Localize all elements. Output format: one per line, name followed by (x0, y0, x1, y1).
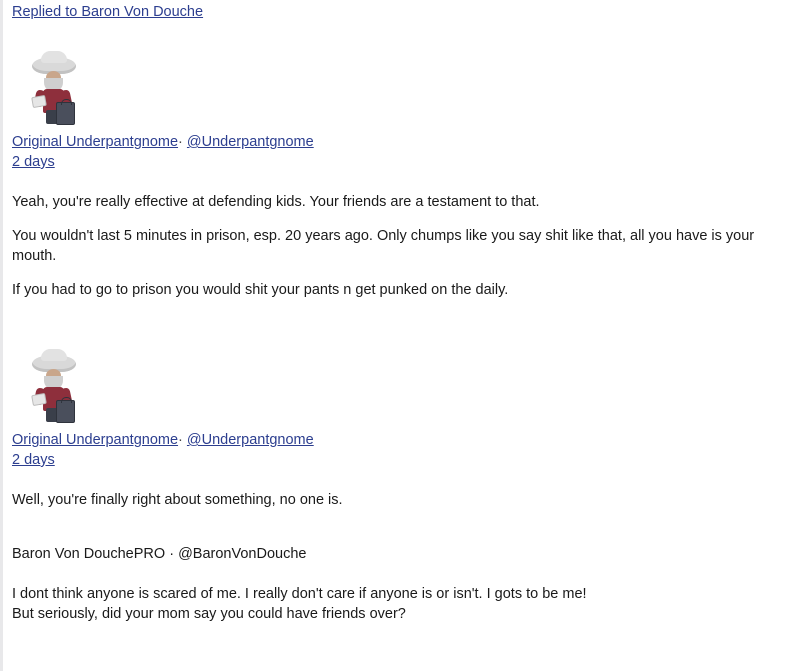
post-item (12, 56, 797, 300)
spacer (12, 172, 797, 192)
replied-to-link[interactable]: Replied to Baron Von Douche (12, 4, 204, 20)
post-paragraph: If you had to go to prison you would shit your pants n get punked on the daily. (12, 282, 509, 298)
spacer (12, 564, 797, 584)
spacer (12, 334, 797, 354)
author-handle-link[interactable]: @Underpantgnome (186, 134, 314, 150)
quoted-post (12, 544, 797, 624)
quoted-post-byline (12, 544, 797, 564)
post-paragraph: Yeah, you're really effective at defending kids. Your friends are a testament to that. (12, 194, 540, 210)
post-body (12, 192, 797, 300)
author-handle-link[interactable]: @Underpantgnome (186, 432, 314, 448)
quoted-author-handle: @BaronVonDouche (178, 546, 307, 562)
gnome-avatar-icon[interactable] (26, 56, 82, 128)
timestamp-link[interactable]: 2 days (12, 452, 55, 468)
reply-context (12, 0, 797, 22)
timestamp-link[interactable]: 2 days (12, 154, 55, 170)
spacer (12, 470, 797, 490)
quoted-paragraph: I dont think anyone is scared of me. I really don't care if anyone is or isn't. I gots to be me! (12, 586, 587, 602)
gnome-avatar-icon[interactable] (26, 354, 82, 426)
quoted-post-body (12, 584, 797, 624)
post-paragraph: Well, you're finally right about something, no one is. (12, 492, 343, 508)
author-name-link[interactable]: Original Underpantgnome (12, 432, 179, 448)
quoted-author-name: Baron Von DouchePRO (12, 546, 166, 562)
byline-separator: · (178, 432, 183, 448)
spacer (12, 300, 797, 334)
post-paragraph: You wouldn't last 5 minutes in prison, esp. 20 years ago. Only chumps like you say shit like that, all you have is your mouth. (12, 228, 755, 264)
byline-separator: · (178, 134, 183, 150)
spacer (12, 22, 797, 56)
post-item (12, 354, 797, 510)
post-timestamp (12, 450, 797, 470)
quoted-paragraph: But seriously, did your mom say you could have friends over? (12, 606, 406, 622)
spacer (12, 510, 797, 544)
post-timestamp (12, 152, 797, 172)
byline-separator: · (169, 546, 175, 562)
author-name-link[interactable]: Original Underpantgnome (12, 134, 179, 150)
post-byline (12, 430, 797, 450)
post-byline (12, 132, 797, 152)
post-body (12, 490, 797, 510)
